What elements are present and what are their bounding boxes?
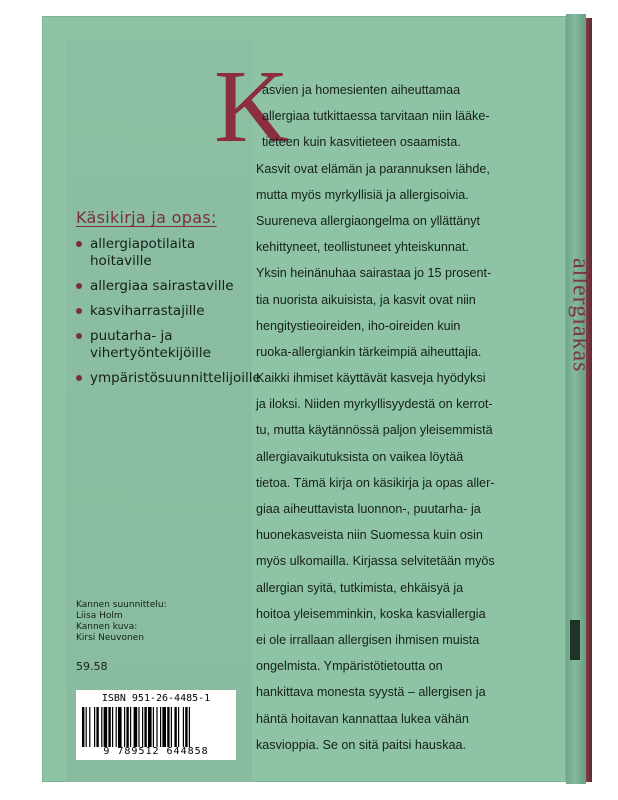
blurb-text xyxy=(256,80,556,761)
blurb-line: Kasvit ovat elämän ja parannuksen lähde, xyxy=(256,161,490,176)
audience-item xyxy=(76,370,261,387)
blurb-line: Kaikki ihmiset käyttävät kasveja hyödyksi xyxy=(256,371,486,386)
sidebar-title: Käsikirja ja opas: xyxy=(76,208,217,227)
blurb-line: mutta myös myrkyllisiä ja allergisoivia. xyxy=(256,187,469,202)
audience-item-label: kasviharrastajille xyxy=(90,303,205,319)
blurb-line: kehittyneet, teollistuneet yhteiskunnat. xyxy=(256,240,469,255)
audience-item-label: allergiapotilaita hoitaville xyxy=(90,236,196,269)
bullet-icon xyxy=(76,375,82,381)
blurb-line: ongelmista. Ympäristötietoutta on xyxy=(256,659,443,674)
blurb-line: myös ulkomailla. Kirjassa selvitetään myös xyxy=(256,554,495,569)
cover-credits xyxy=(76,600,246,644)
audience-item xyxy=(76,328,252,362)
bullet-icon xyxy=(76,283,82,289)
barcode-digits: 9 789512 644858 xyxy=(103,746,209,757)
blurb-line: häntä hoitavan kannattaa lukea vähän xyxy=(256,711,469,726)
blurb-line: ei ole irrallaan allergisen ihmisen muista xyxy=(256,632,480,647)
blurb-line: hengitystieoireiden, iho-oireiden kuin xyxy=(256,318,461,333)
blurb-line: tietoa. Tämä kirja on käsikirja ja opas aller- xyxy=(256,475,495,490)
audience-item-label: allergiaa sairastaville xyxy=(90,278,234,294)
blurb-line: ja iloksi. Niiden myrkyllisyydestä on kerrot- xyxy=(256,397,493,412)
blurb-line: allergiaa tutkittaessa tarvitaan niin lääke- xyxy=(262,109,490,124)
blurb-line: asvien ja homesienten aiheuttamaa xyxy=(262,83,461,97)
bullet-icon xyxy=(76,308,82,314)
bullet-icon xyxy=(76,333,82,339)
isbn-label: ISBN 951-26-4485-1 xyxy=(101,693,211,704)
spine-title: allergiakas xyxy=(567,257,594,373)
credit-line: Kannen kuva: xyxy=(76,622,138,632)
blurb-line: Yksin heinänuhaa sairastaa jo 15 prosent- xyxy=(256,266,492,281)
bullet-icon xyxy=(76,241,82,247)
audience-item xyxy=(76,236,252,270)
audience-item-label: vihertyöntekijöille xyxy=(90,345,211,361)
credit-line: Kirsi Neuvonen xyxy=(76,633,144,643)
barcode xyxy=(76,690,236,760)
blurb-line: allergiavaikutuksista on vaikea löytää xyxy=(256,449,464,464)
audience-item-label: puutarha- ja xyxy=(90,328,173,344)
blurb-line: giaa aiheuttavista luonnon-, puutarha- ja xyxy=(256,502,481,516)
barcode-bars xyxy=(82,707,230,747)
blurb-line: Suureneva allergiaongelma on yllättänyt xyxy=(256,213,481,228)
blurb-line: kasvioppia. Se on sitä paitsi hauskaa. xyxy=(256,737,467,752)
price: 59.58 xyxy=(76,660,108,673)
blurb-line: allergian syitä, tutkimista, ehkäisyä ja xyxy=(256,580,464,595)
blurb-line: hankittava monesta syystä – allergisen ja xyxy=(256,685,486,700)
blurb-line: tia nuorista aikuisista, ja kasvit ovat niin xyxy=(256,292,476,307)
blurb-line: hoitoa yleisemminkin, koska kasviallergia xyxy=(256,606,486,621)
spine-mark xyxy=(570,620,580,660)
blurb-line: ruoka-allergiankin tärkeimpiä aiheuttajia. xyxy=(256,344,482,359)
blurb-line: tu, mutta käytännössä paljon yleisemmistä xyxy=(256,423,493,438)
blurb-line: tieteen kuin kasvitieteen osaamista. xyxy=(262,135,461,150)
audience-item xyxy=(76,303,252,320)
credit-line: Liisa Holm xyxy=(76,611,123,621)
blurb-line: huonekasveista niin Suomessa kuin osin xyxy=(256,528,483,543)
audience-list xyxy=(76,236,261,395)
credit-line: Kannen suunnittelu: xyxy=(76,600,167,610)
audience-item xyxy=(76,278,252,295)
drop-cap: K xyxy=(214,49,290,164)
audience-item-label: ympäristösuunnittelijoille xyxy=(90,370,261,386)
